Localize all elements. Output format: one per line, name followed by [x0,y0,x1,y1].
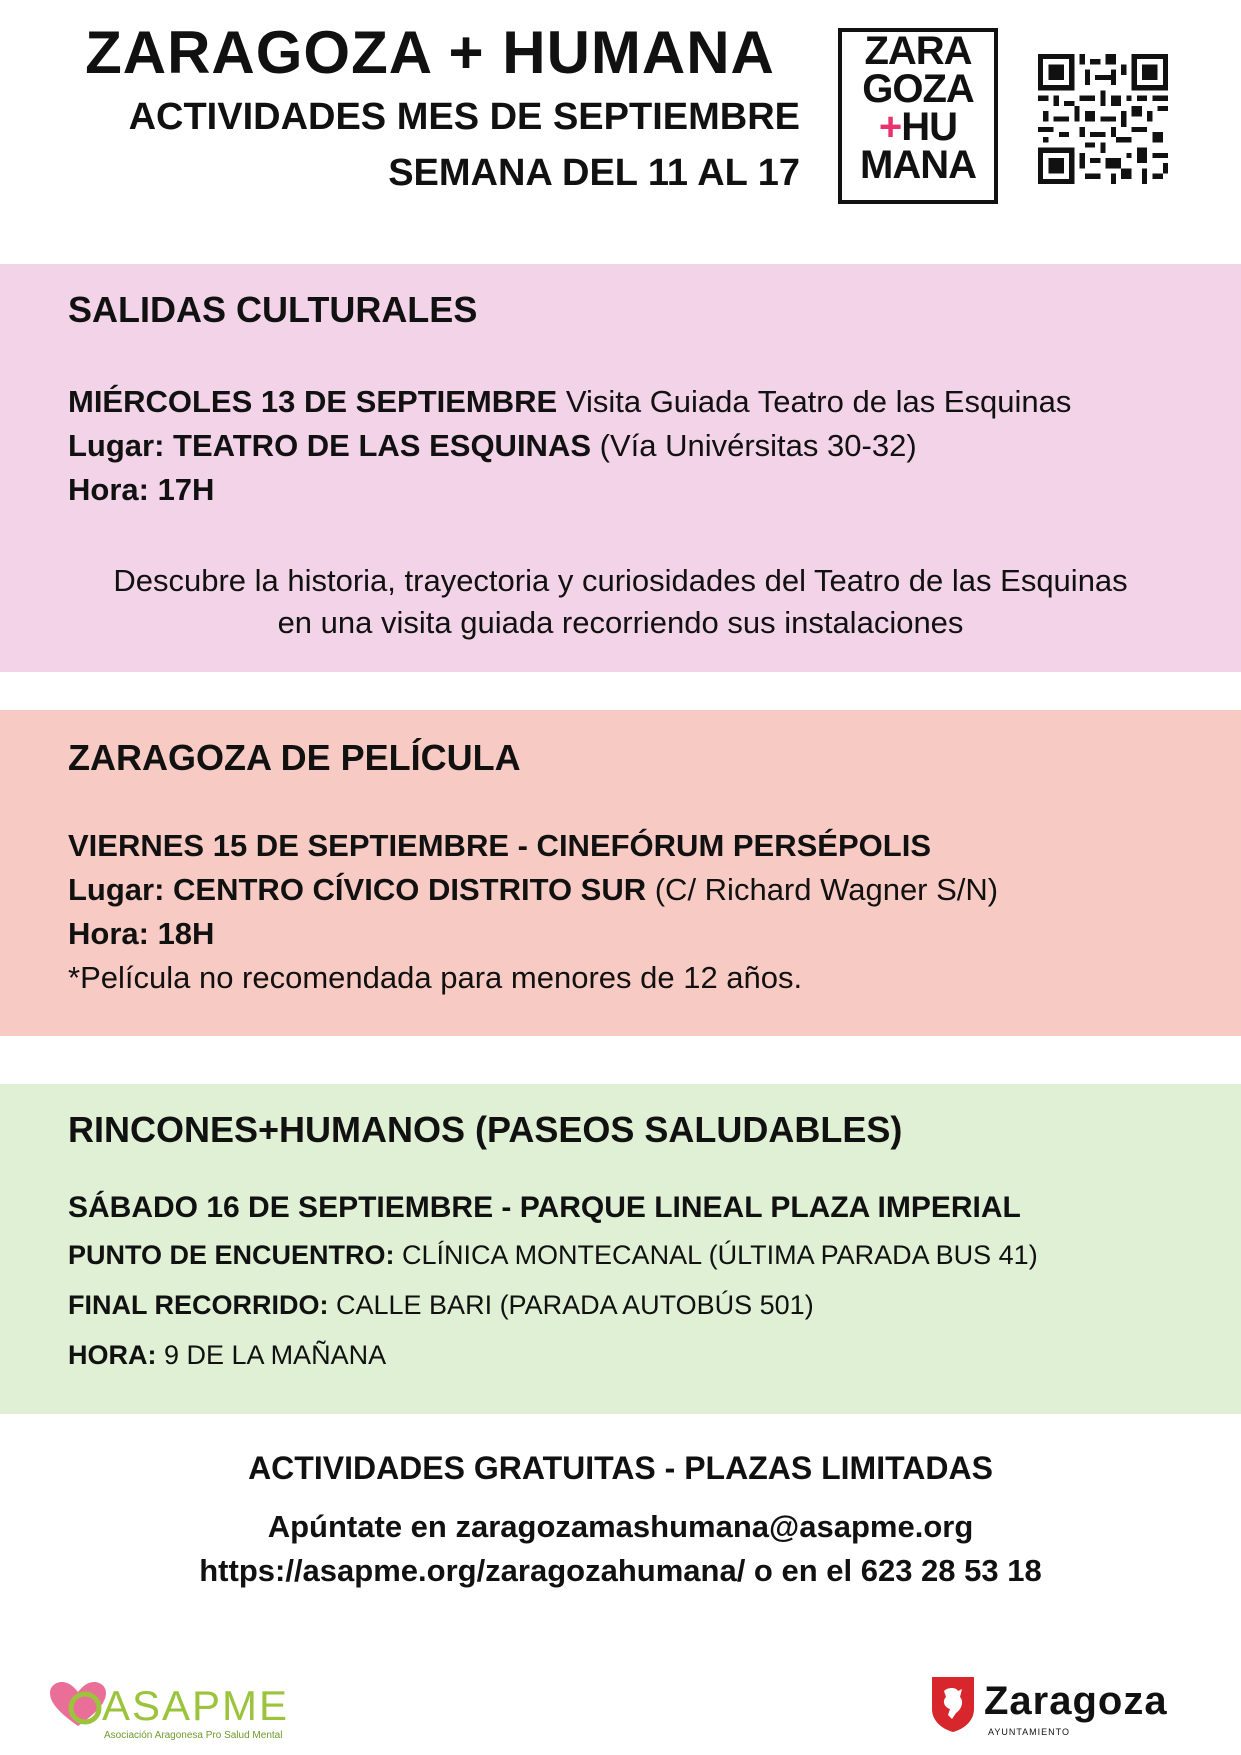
event-date: VIERNES 15 DE SEPTIEMBRE - CINEFÓRUM PERSÉPOLIS [68,828,931,863]
event-address: (C/ Richard Wagner S/N) [646,872,999,907]
hour-label: HORA: [68,1340,157,1370]
zaragoza-humana-logo [838,28,998,204]
asapme-tagline: Asociación Aragonesa Pro Salud Mental [104,1730,283,1741]
zaragoza-shield-icon [930,1675,976,1733]
page-subtitle-month: ACTIVIDADES MES DE SEPTIEMBRE [128,96,800,138]
logo-line-3 [842,105,994,149]
event-time: Hora: 18H [68,916,215,951]
event-date: SÁBADO 16 DE SEPTIEMBRE - PARQUE LINEAL PLAZA IMPERIAL [68,1191,1021,1224]
hour-value: 9 DE LA MAÑANA [156,1340,387,1370]
page-subtitle-week: SEMANA DEL 11 AL 17 [388,152,800,194]
event-time: Hora: 17H [68,472,215,507]
event-note: *Película no recomendada para menores de 12 años. [68,960,803,995]
free-activities-notice: ACTIVIDADES GRATUITAS - PLAZAS LIMITADAS [248,1450,993,1486]
logo-hu: HU [901,105,958,149]
event-date: MIÉRCOLES 13 DE SEPTIEMBRE [68,384,558,419]
qr-code-icon[interactable] [1038,54,1168,184]
event-address: (Vía Univérsitas 30-32) [591,428,917,463]
route-end-label: FINAL RECORRIDO: [68,1290,329,1320]
logo-plus: + [878,105,902,149]
city-subtitle: AYUNTAMIENTO [988,1727,1071,1737]
signup-web-phone[interactable]: https://asapme.org/zaragozahumana/ o en el 623 28 53 18 [199,1553,1042,1588]
meeting-point-label: PUNTO DE ENCUENTRO: [68,1240,395,1270]
event-place-line [68,868,1241,912]
section-cultural-outings [0,264,1241,672]
section-title: SALIDAS CULTURALES [68,289,478,330]
event-place-line [68,424,1241,468]
event-description-2: en una visita guiada recorriendo sus instalaciones [277,605,964,640]
hour-line [68,1330,1241,1380]
ayuntamiento-zaragoza-logo [930,1675,1168,1738]
meeting-point-line [68,1230,1241,1280]
meeting-point-value: CLÍNICA MONTECANAL (ÚLTIMA PARADA BUS 41) [394,1240,1038,1270]
route-end-line [68,1280,1241,1330]
section-title: ZARAGOZA DE PELÍCULA [68,737,521,778]
event-description-1: Descubre la historia, trayectoria y curiosidades del Teatro de las Esquinas [113,563,1128,598]
page-title: ZARAGOZA + HUMANA [85,19,775,86]
signup-email[interactable]: Apúntate en zaragozamashumana@asapme.org [267,1509,974,1544]
event-place: Lugar: TEATRO DE LAS ESQUINAS [68,428,592,463]
logo-line-4: MANA [860,143,976,187]
event-place: Lugar: CENTRO CÍVICO DISTRITO SUR [68,872,647,907]
asapme-name: ASAPME [102,1682,290,1729]
logo-line-1: ZARA [864,29,972,73]
event-date-line [68,380,1241,424]
section-title: RINCONES+HUMANOS (PASEOS SALUDABLES) [68,1109,903,1150]
logo-line-2: GOZA [862,67,974,111]
section-rincones-humanos [0,1084,1241,1414]
section-zaragoza-de-pelicula [0,710,1241,1036]
asapme-logo [48,1680,290,1741]
heart-icon [48,1680,108,1730]
event-name: Visita Guiada Teatro de las Esquinas [557,384,1072,419]
city-name: Zaragoza [984,1679,1168,1723]
route-end-value: CALLE BARI (PARADA AUTOBÚS 501) [328,1290,814,1320]
